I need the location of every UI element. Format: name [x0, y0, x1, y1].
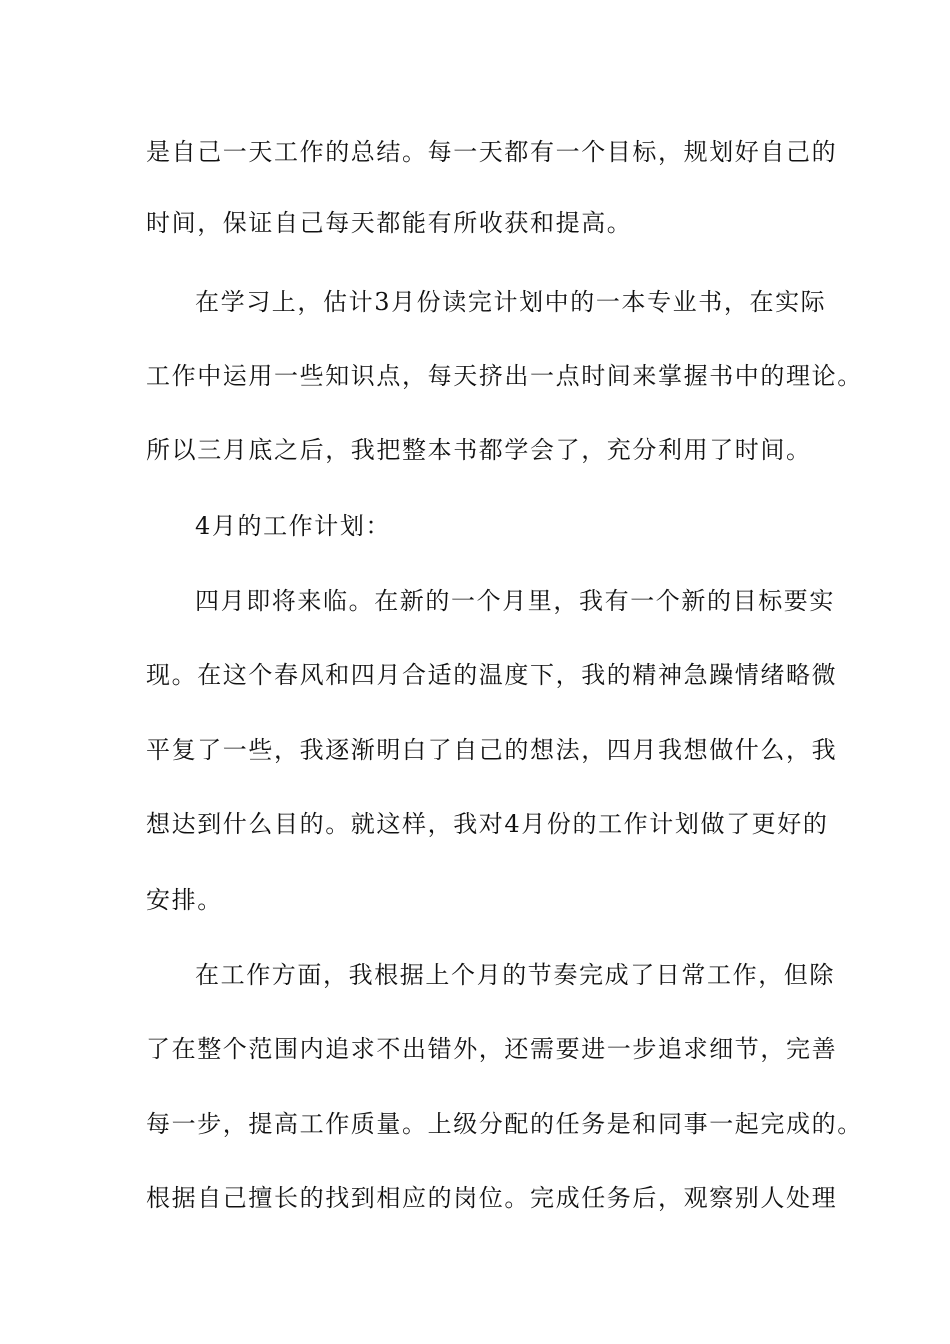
text-line: 所以三月底之后，我把整本书都学会了，充分利用了时间。	[146, 436, 812, 464]
text-line: 每一步，提高工作质量。上级分配的任务是和同事一起完成的。	[146, 1110, 863, 1138]
text-line: 工作中运用一些知识点，每天挤出一点时间来掌握书中的理论。	[146, 362, 863, 390]
text-line: 平复了一些，我逐渐明白了自己的想法，四月我想做什么，我	[146, 736, 838, 764]
text-line: 时间，保证自己每天都能有所收获和提高。	[146, 209, 633, 237]
text-line: 了在整个范围内追求不出错外，还需要进一步追求细节，完善	[146, 1035, 838, 1063]
paragraph-start-line: 在学习上，估计3月份读完计划中的一本专业书，在实际	[195, 288, 827, 316]
text-line: 现。在这个春风和四月合适的温度下，我的精神急躁情绪略微	[146, 661, 838, 689]
section-heading: 4月的工作计划：	[195, 512, 392, 540]
paragraph-start-line: 四月即将来临。在新的一个月里，我有一个新的目标要实	[195, 587, 835, 615]
text-line: 安排。	[146, 886, 223, 914]
paragraph-start-line: 在工作方面，我根据上个月的节奏完成了日常工作，但除	[195, 961, 835, 989]
text-line: 想达到什么目的。就这样，我对4月份的工作计划做了更好的	[146, 810, 829, 838]
text-line: 根据自己擅长的找到相应的岗位。完成任务后，观察别人处理	[146, 1184, 838, 1212]
text-line: 是自己一天工作的总结。每一天都有一个目标，规划好自己的	[146, 138, 838, 166]
